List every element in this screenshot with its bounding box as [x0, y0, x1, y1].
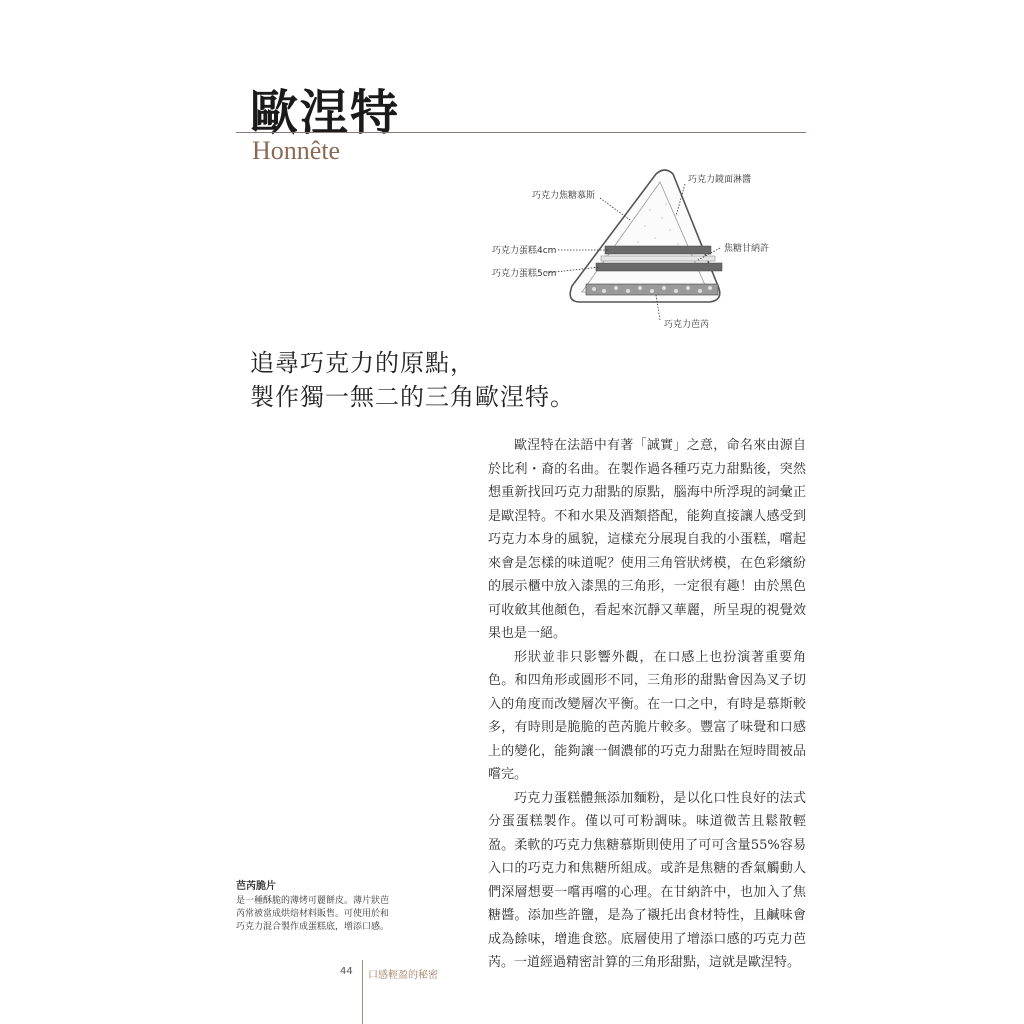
cake-cross-section-diagram [480, 160, 810, 340]
section-name: 口感輕盈的秘密 [368, 970, 438, 981]
side-note-title: 芭芮脆片 [236, 881, 276, 892]
paragraph-1: 歐涅特在法語中有著「誠實」之意，命名來由源自於比利・裔的名曲。在製作過各種巧克力甜點後，突然想重新找回巧克力甜點的原點，腦海中所浮現的詞彙正是歐涅特。不和水果及酒類搭配，能夠直接讓人感受到巧克力本身的風貌，這樣充分展現自我的小蛋糕，嚐起來會是怎樣的味道呢？使用三角管狀烤模，在色彩繽紛的展示櫃中放入漆黑的三角形，一定很有趣！由於黑色可收斂其他顏色，看起來沉靜又華麗，所呈現的視覺效果也是一絕。 [488, 438, 806, 641]
side-note [236, 880, 394, 934]
paragraph-2: 形狀並非只影響外觀，在口感上也扮演著重要角色。和四角形或圓形不同，三角形的甜點會因為叉子切入的角度而改變層次平衡。在一口之中，有時是慕斯較多，有時則是脆脆的芭芮脆片較多。豐富了味覺和口感上的變化，能夠讓一個濃郁的巧克力甜點在短時間被品嚐完。 [488, 649, 806, 782]
label-sponge-5cm: 巧克力蛋糕5cm [492, 269, 557, 279]
french-title: Honnête [252, 136, 341, 165]
headline-line-1: 追尋巧克力的原點， [250, 349, 475, 377]
label-praline: 巧克力芭芮 [664, 320, 710, 330]
label-sponge-4cm: 巧克力蛋糕4cm [492, 246, 557, 256]
label-glaze: 巧克力鏡面淋醬 [688, 175, 752, 185]
page-number: 44 [340, 966, 353, 977]
paragraph-3: 巧克力蛋糕體無添加麵粉，是以化口性良好的法式分蛋蛋糕製作。僅以可可粉調味。味道微苦且鬆散輕盈。柔軟的巧克力焦糖慕斯則使用了可可含量55%容易入口的巧克力和焦糖所組成。或許是焦糖的香氣觸動人們深層想要一嚐再嚐的心理。在甘納許中，也加入了焦糖醬。添加些許鹽，是為了襯托出食材特性，且鹹味會成為餘味，增進食慾。底層使用了增添口感的巧克力芭芮。一道經過精密計算的三角形甜點，這就是歐涅特。 [488, 790, 806, 970]
headline [250, 346, 575, 414]
body-text [488, 434, 806, 975]
ganache-layer [601, 256, 715, 261]
sponge-layer-lower [596, 263, 722, 271]
title-divider [236, 132, 806, 133]
side-note-text: 是一種酥脆的薄烤可麗餅皮。薄片狀芭芮常被當成烘焙材料販售。可使用於和巧克力混合製作成蛋糕底，增添口感。 [236, 896, 390, 932]
triangle-outline [570, 170, 720, 302]
label-ganache: 焦糖甘納許 [724, 244, 770, 254]
label-mousse: 巧克力焦糖慕斯 [532, 191, 596, 201]
footer-divider [362, 960, 363, 1024]
sponge-layer-upper [605, 246, 711, 254]
headline-line-2: 製作獨一無二的三角歐涅特。 [250, 383, 575, 411]
page-title: 歐涅特 [250, 85, 401, 141]
